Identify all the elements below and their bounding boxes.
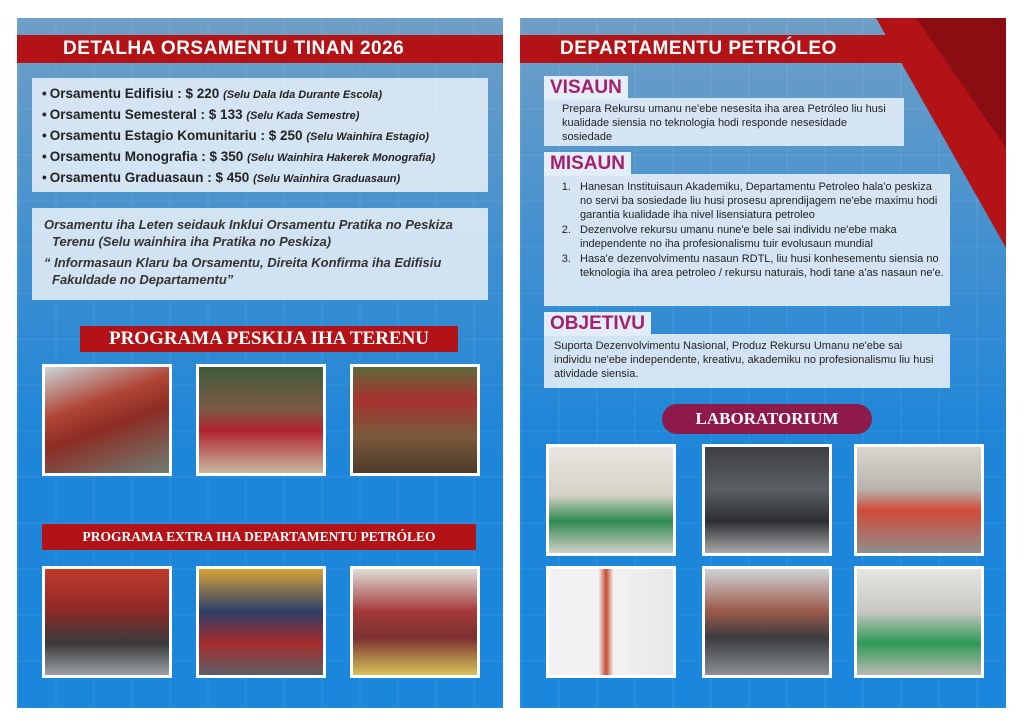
budget-item-note: (Selu Dala Ida Durante Escola) (223, 89, 382, 101)
misaun-item: 2. Dezenvolve rekursu umanu nune'e bele sai individu ne'ebe maka independente no iha profesionalismu tuir evolusaun mundial (574, 223, 944, 251)
objetivu-label: OBJETIVU (544, 312, 651, 336)
lab-photo-5 (702, 566, 832, 678)
budget-item (42, 105, 478, 126)
lab-photo-6 (854, 566, 984, 678)
visaun-label: VISAUN (544, 76, 628, 100)
right-page (520, 18, 1006, 708)
misaun-label: MISAUN (544, 152, 631, 176)
budget-item (42, 84, 478, 105)
laboratorium-banner: LABORATORIUM (662, 404, 872, 434)
objetivu-text: Suporta Dezenvolvimentu Nasional, Produz Rekursu Umanu ne'ebe sai individu ne'ebe independente, kreativu, akademiku no profesionalismu liu husi atividade siensia. (544, 334, 950, 388)
extra-photo-1 (42, 566, 172, 678)
field-photo-2 (196, 364, 326, 476)
visaun-text: Prepara Rekursu umanu ne'ebe nesesita iha area Petróleo liu husi kualidade siensia no teknologia hodi responde nesesidade sosiedade (544, 98, 904, 146)
lab-photo-3 (854, 444, 984, 556)
budget-info-box (32, 208, 488, 300)
budget-box (32, 78, 488, 192)
budget-info-note: Orsamentu iha Leten seidauk Inklui Orsamentu Pratika no Peskiza Terenu (Selu wainhira iha Pratika no Peskiza) (44, 217, 453, 249)
budget-item-main: Orsamentu Estagio Komunitariu : $ 250 (49, 128, 303, 143)
budget-info-quote: “ Informasaun Klaru ba Orsamentu, Direita Konfirma iha Edifisiu Fakuldade no Departamentu” (44, 255, 442, 287)
misaun-item: 3. Hasa'e dezenvolvimentu nasaun RDTL, liu husi konhesementu siensia no teknologia iha area petroleo / rekursu naturais, hodi tane a'as nasaun ne'e. (574, 252, 944, 280)
extra-photo-3 (350, 566, 480, 678)
department-banner: DEPARTAMENTU PETRÓLEO (520, 35, 910, 63)
misaun-box (544, 174, 950, 306)
budget-item (42, 126, 478, 147)
budget-item-note: (Selu Wainhira Graduasaun) (253, 173, 401, 185)
lab-photo-1 (546, 444, 676, 556)
field-research-banner: PROGRAMA PESKIJA IHA TERENU (80, 326, 458, 352)
budget-item-main: Orsamentu Graduasaun : $ 450 (49, 170, 250, 185)
extra-program-banner: PROGRAMA EXTRA IHA DEPARTAMENTU PETRÓLEO (42, 524, 476, 550)
budget-item-note: (Selu Wainhira Estagio) (306, 131, 429, 143)
field-photo-1 (42, 364, 172, 476)
field-photo-3 (350, 364, 480, 476)
lab-photo-2 (702, 444, 832, 556)
budget-item (42, 168, 478, 189)
budget-item-main: Orsamentu Monografia : $ 350 (49, 149, 244, 164)
lab-photo-4 (546, 566, 676, 678)
budget-item-main: Orsamentu Edifisiu : $ 220 (49, 86, 220, 101)
budget-item-note: (Selu Kada Semestre) (246, 110, 360, 122)
left-page (17, 18, 503, 708)
extra-photo-2 (196, 566, 326, 678)
budget-banner: DETALHA ORSAMENTU TINAN 2026 (17, 35, 503, 63)
budget-item-main: Orsamentu Semesteral : $ 133 (49, 107, 243, 122)
budget-item-note: (Selu Wainhira Hakerek Monografia) (247, 152, 436, 164)
budget-item (42, 147, 478, 168)
misaun-item: 1. Hanesan Instituisaun Akademiku, Departamentu Petroleo hala'o peskiza no servi ba sosiedade liu husi prosesu aprendijagem ne'ebe maximu hodi garantia kualidade iha nivel lisensiatura petroleo (574, 180, 944, 222)
